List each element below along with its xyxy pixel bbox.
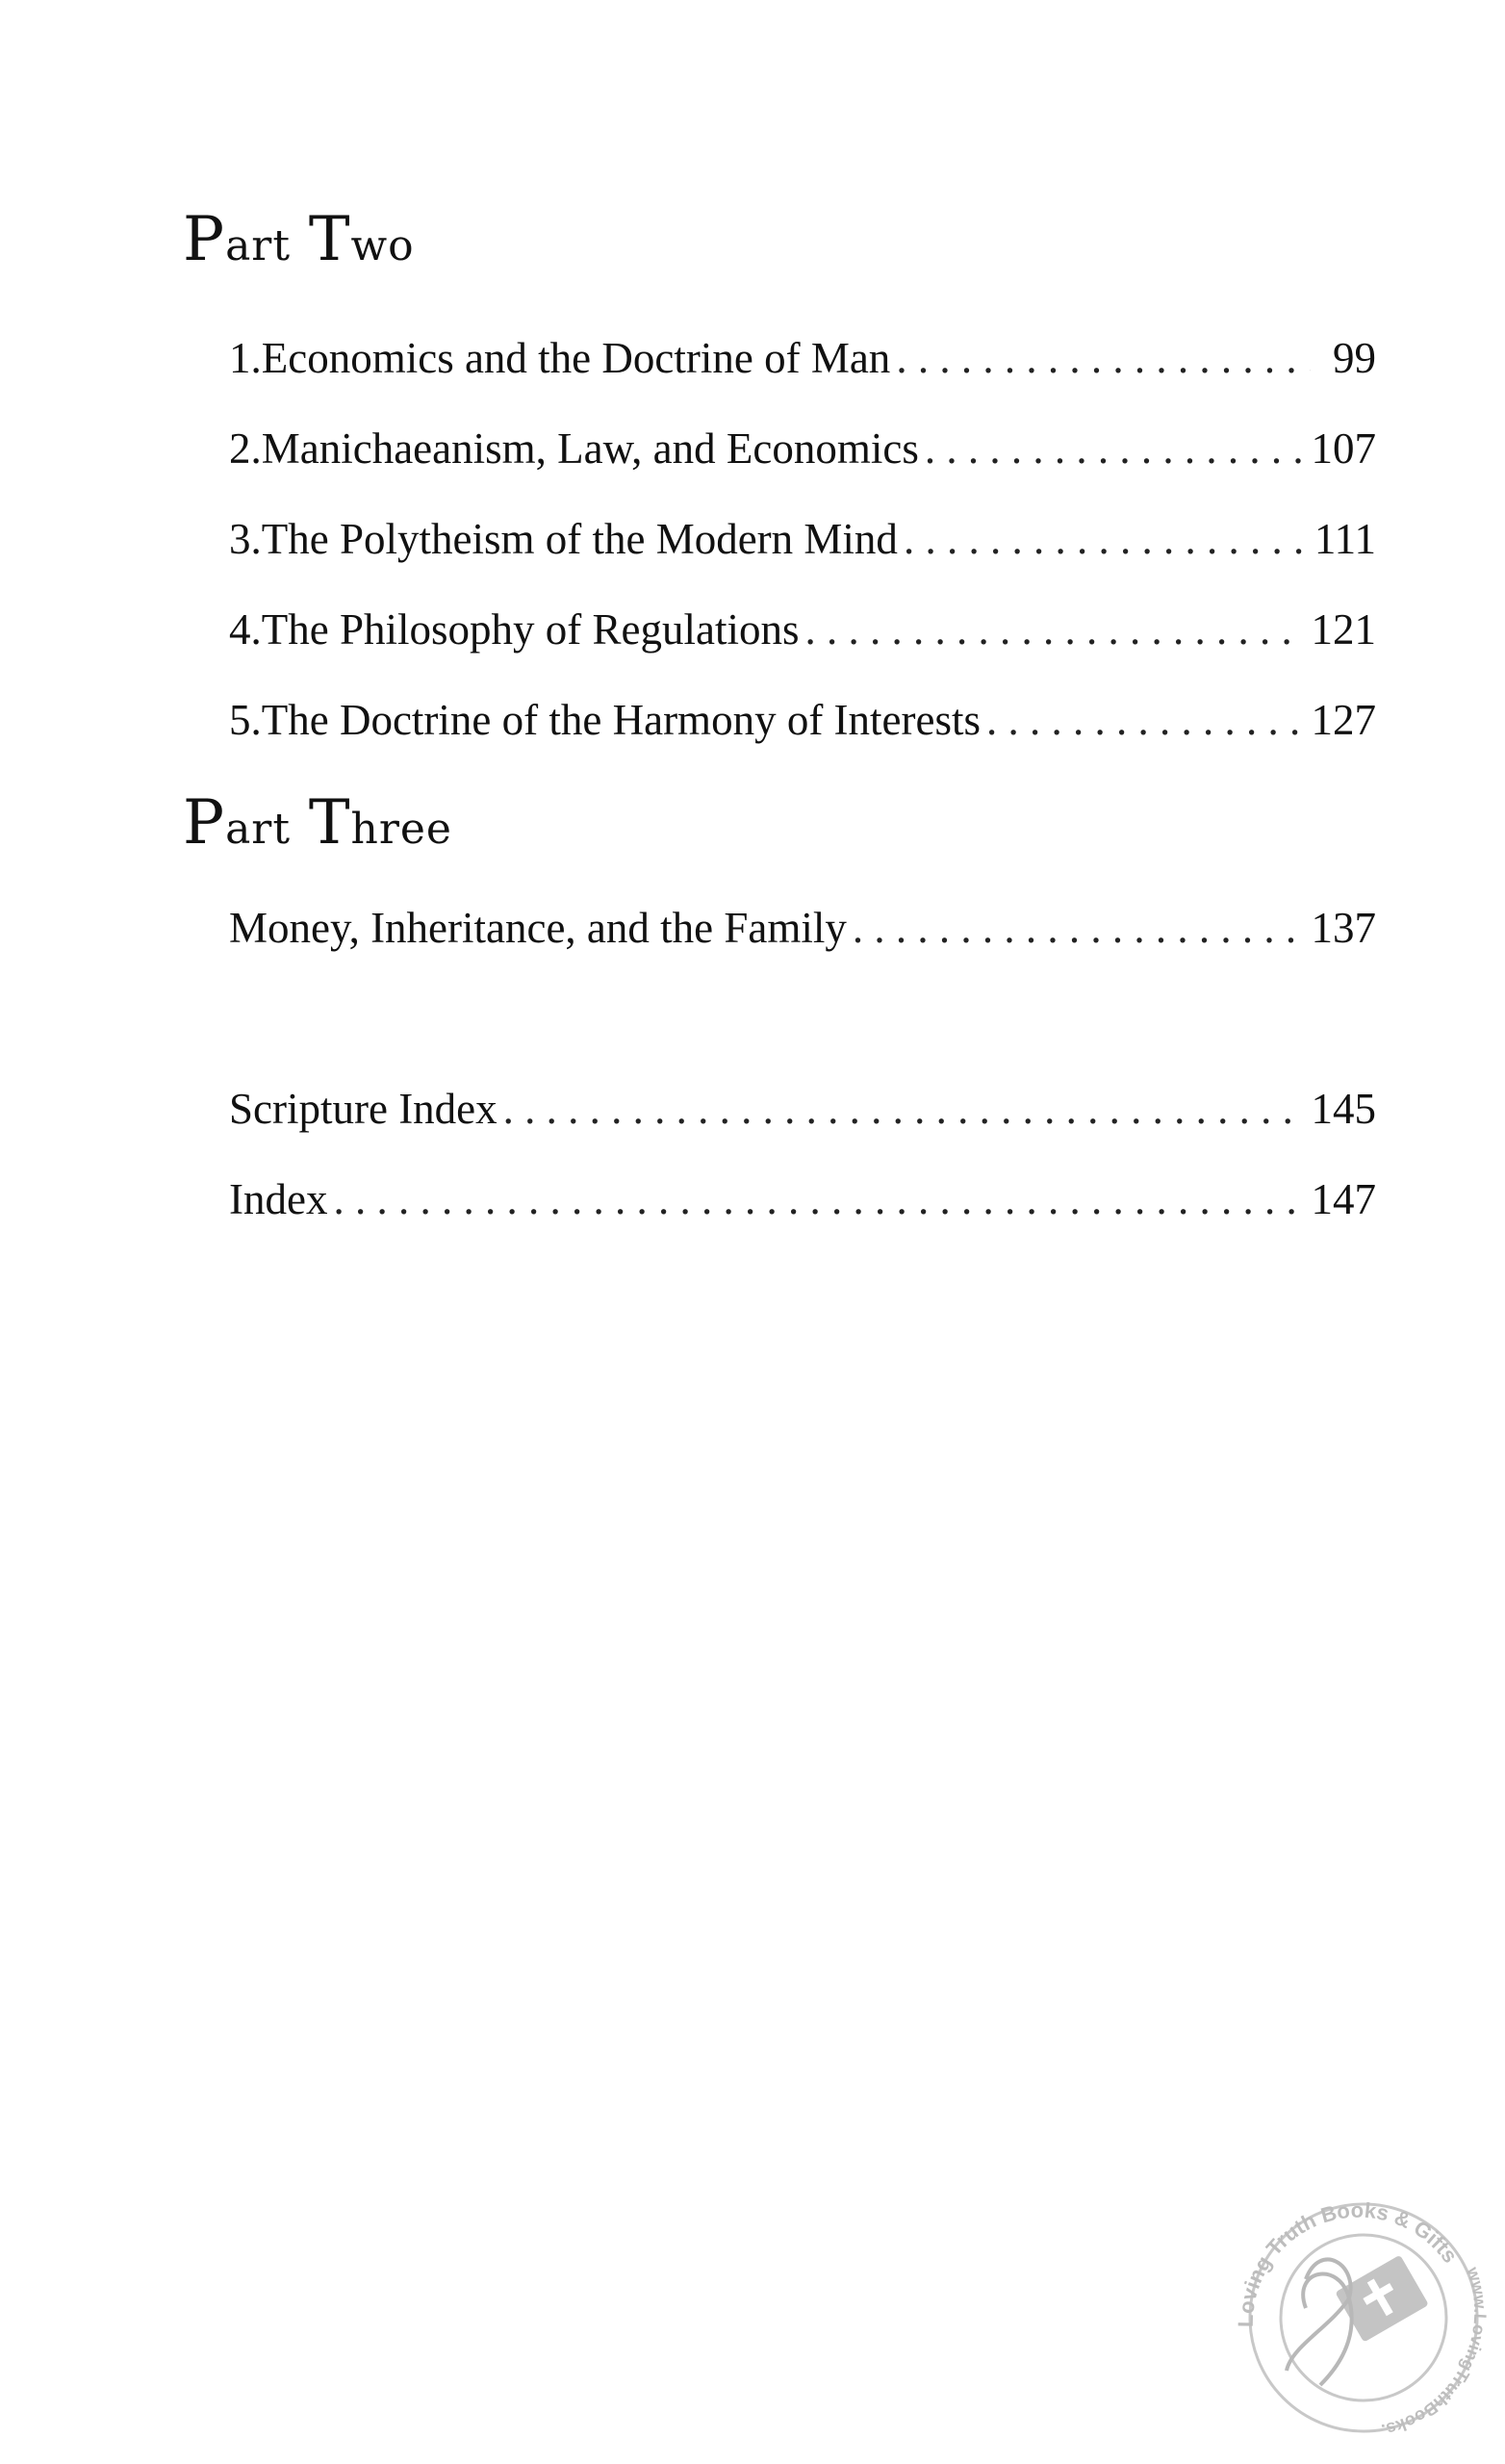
toc-entry-scripture-index[interactable] [229, 1080, 1376, 1138]
watermark-stamp [1214, 2164, 1503, 2452]
part-three-heading-initial: P [183, 787, 226, 859]
entry-title: The Polytheism of the Modern Mind [261, 515, 898, 563]
entry-title: Manichaeanism, Law, and Economics [261, 424, 919, 473]
part-two-heading-word-rest: wo [350, 221, 415, 270]
entry-page-number: 121 [1311, 605, 1376, 654]
entry-title: The Doctrine of the Harmony of Interests [261, 696, 981, 744]
dot-leader [333, 1170, 1303, 1228]
part-two-heading-initial: P [183, 204, 226, 275]
part-two-heading [183, 204, 415, 275]
part-three-heading-rest: art [225, 805, 292, 854]
dot-leader [896, 329, 1311, 387]
entry-number: 1. [229, 334, 262, 382]
dot-leader [853, 899, 1304, 957]
dot-leader [904, 510, 1307, 568]
bible-bow-stamp-icon [1214, 2164, 1503, 2452]
part-three-heading [183, 787, 452, 859]
part-three-heading-word-rest: hree [350, 805, 452, 854]
entry-title: Index [229, 1175, 328, 1223]
entry-number: 4. [229, 605, 262, 654]
toc-entry-money-inheritance-family[interactable] [229, 899, 1376, 957]
watermark-side-text: www.LovingTruthBooks. [1379, 2264, 1491, 2441]
toc-entry-economics-doctrine-of-man[interactable] [229, 329, 1376, 387]
entry-number: 3. [229, 515, 262, 563]
part-two-heading-word-initial: T [308, 204, 351, 275]
dot-leader [804, 601, 1303, 658]
toc-entry-harmony-of-interests[interactable] [229, 691, 1376, 749]
toc-entry-polytheism[interactable] [229, 510, 1376, 568]
dot-leader [503, 1080, 1304, 1138]
entry-title: The Philosophy of Regulations [261, 605, 800, 654]
entry-page-number: 99 [1333, 334, 1376, 382]
dot-leader [925, 420, 1304, 477]
entry-number: 5. [229, 696, 262, 744]
entry-page-number: 127 [1311, 696, 1376, 744]
toc-entry-manichaeanism[interactable] [229, 420, 1376, 477]
entry-page-number: 147 [1311, 1175, 1376, 1223]
entry-page-number: 111 [1314, 515, 1376, 563]
entry-page-number: 145 [1311, 1085, 1376, 1133]
entry-page-number: 107 [1311, 424, 1376, 473]
entry-title: Scripture Index [229, 1085, 497, 1133]
entry-title: Money, Inheritance, and the Family [229, 904, 847, 952]
toc-entry-index[interactable] [229, 1170, 1376, 1228]
toc-entry-philosophy-of-regulations[interactable] [229, 601, 1376, 658]
entry-title: Economics and the Doctrine of Man [261, 334, 891, 382]
entry-number: 2. [229, 424, 262, 473]
part-two-heading-rest: art [225, 221, 292, 270]
part-three-heading-word-initial: T [308, 787, 351, 859]
watermark-top-text: Loving Truth Books & Gifts [1233, 2197, 1463, 2328]
dot-leader [986, 691, 1304, 749]
entry-page-number: 137 [1311, 904, 1376, 952]
